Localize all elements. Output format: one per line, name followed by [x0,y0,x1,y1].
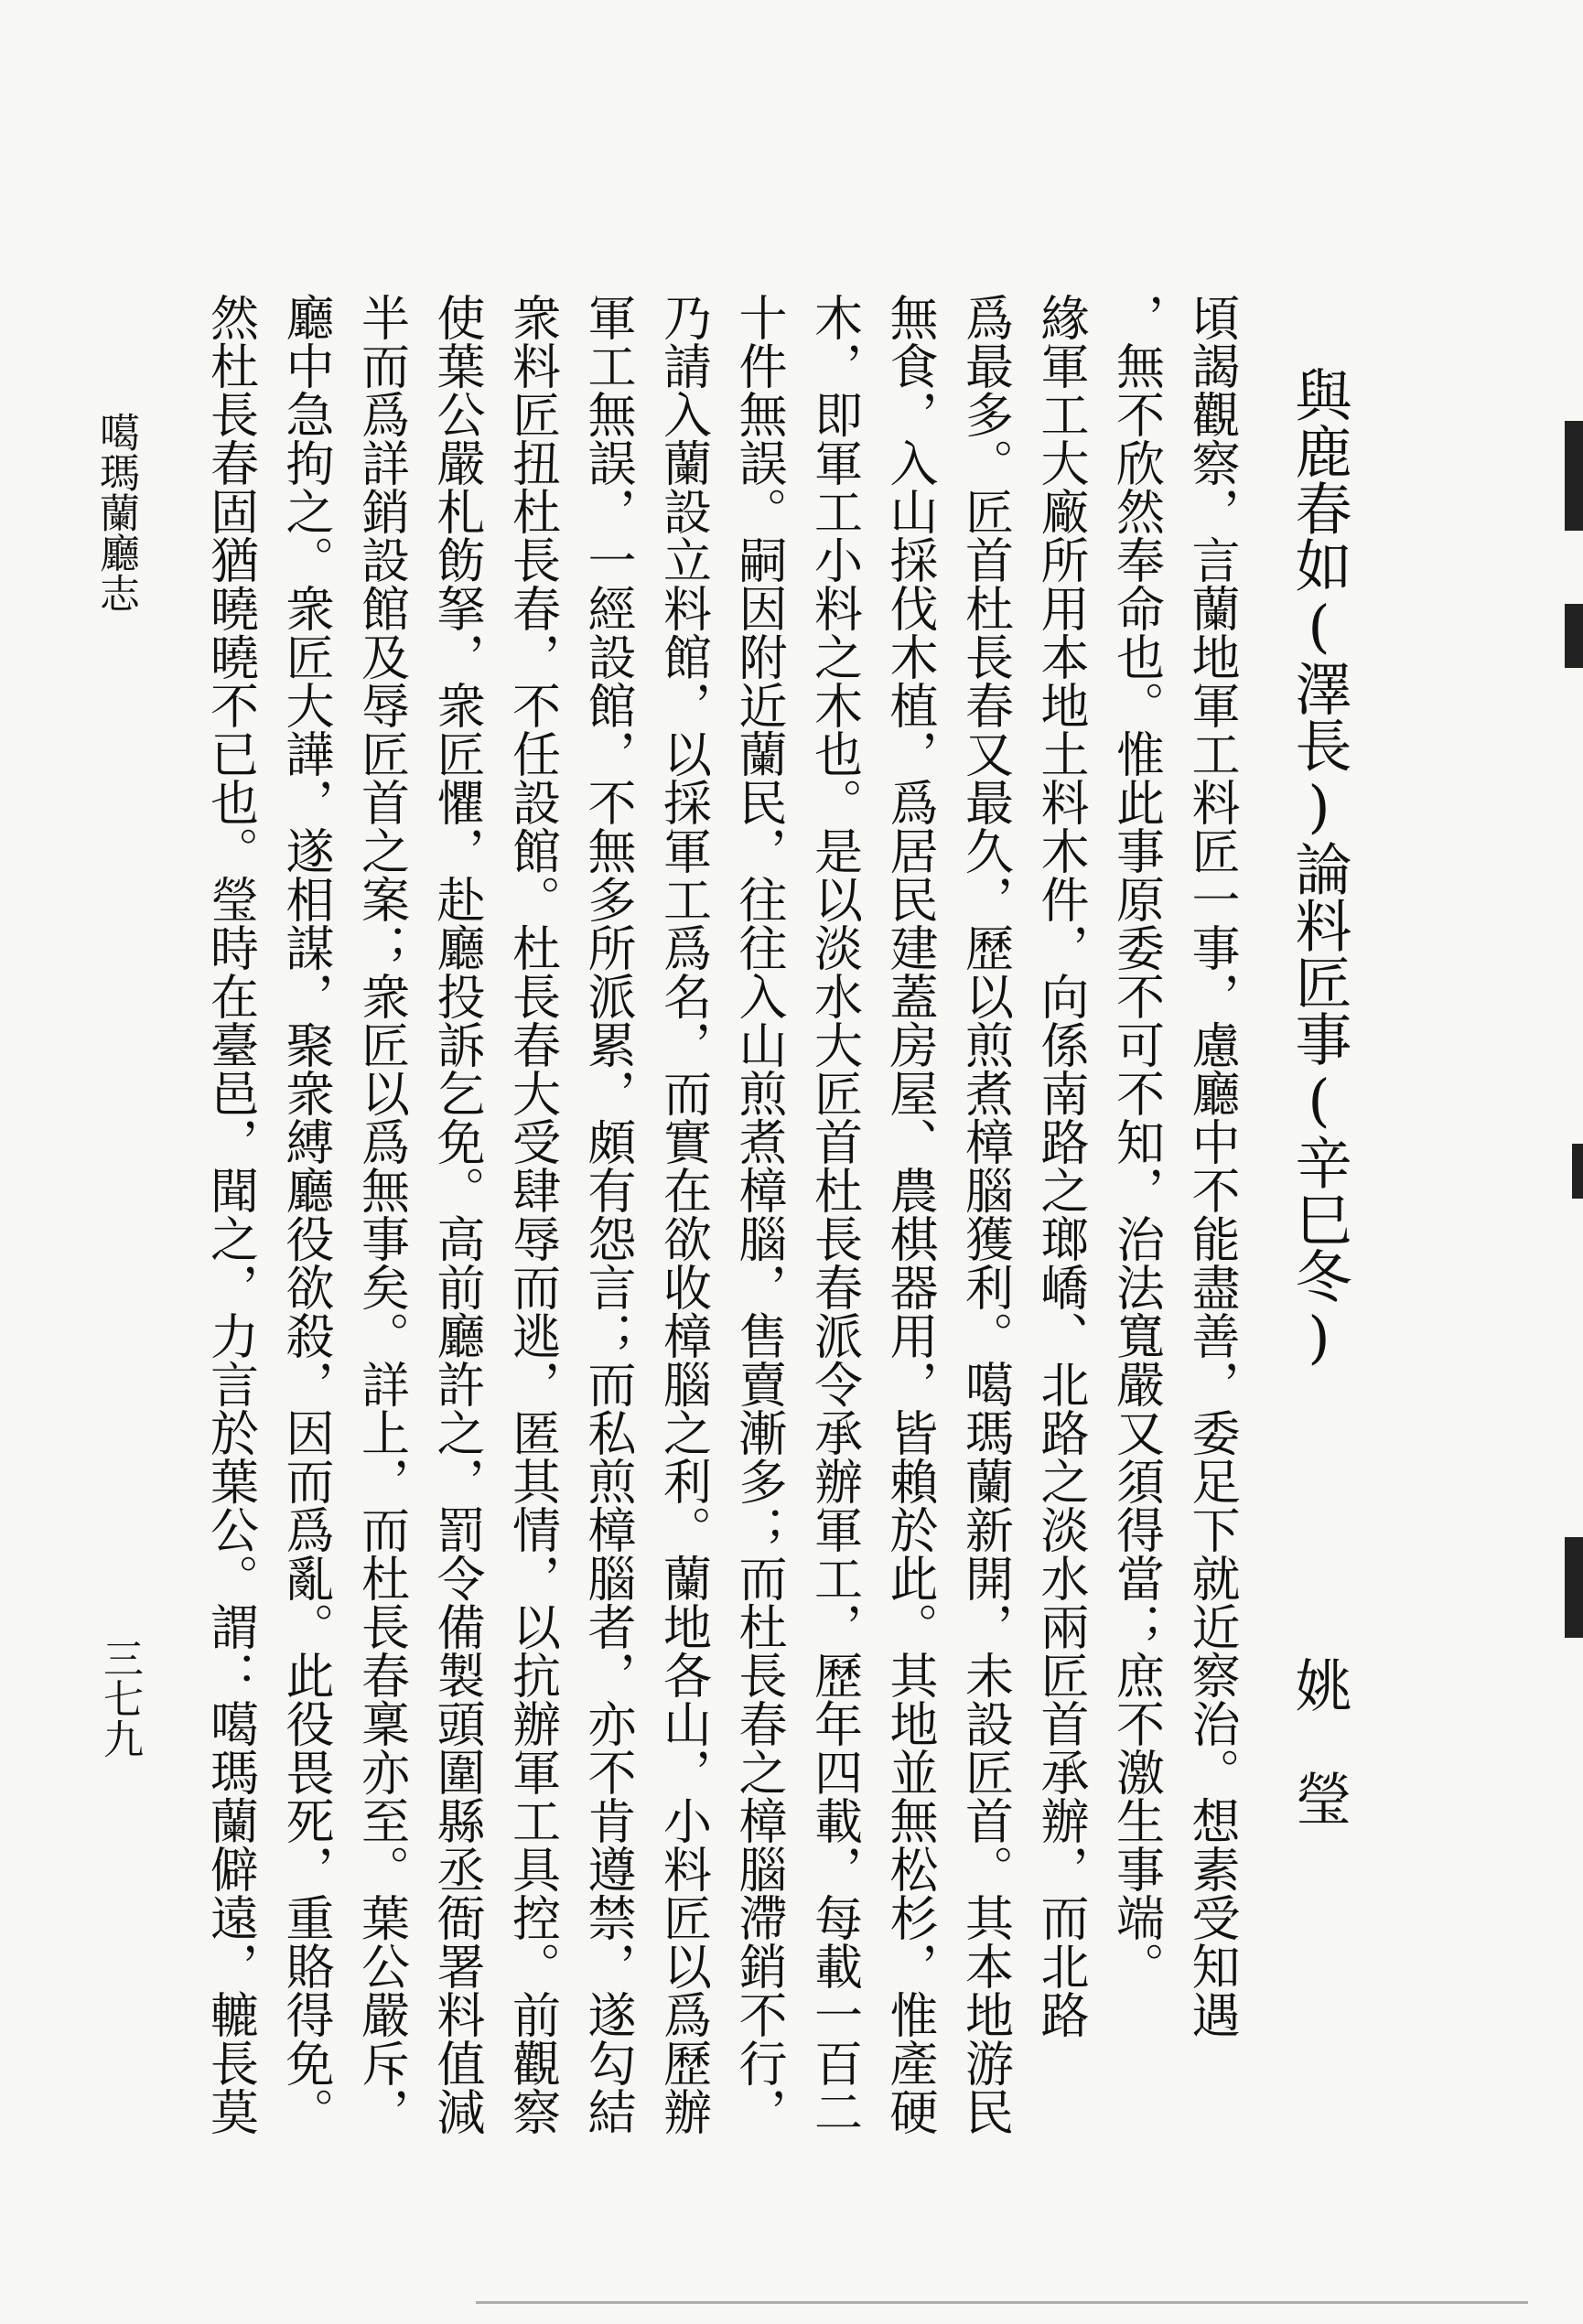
scan-edge-mark [1565,421,1583,531]
text-column: 乃請入蘭設立料館，以採軍工爲名，而實在欲收樟腦之利。蘭地各山，小料匠以爲歷辦 [655,293,712,2136]
page-number: 三七九 [96,1638,143,1759]
text-column: 爲最多。匠首杜長春又最久，歷以煎煮樟腦獲利。噶瑪蘭新開，未設匠首。其本地游民 [957,293,1014,2136]
text-column: 緣軍工大廠所用本地土料木件，向係南路之瑯嶠、北路之淡水兩匠首承辦，而北路 [1033,293,1089,2039]
text-column: 然杜長春固猶曉曉不已也。瑩時在臺邑，聞之，力言於葉公。謂：噶瑪蘭僻遠，轆長莫 [202,293,259,2136]
text-column: 軍工無誤，一經設館，不無多所派累，頗有怨言；而私煎樟腦者，亦不肯遵禁，遂勾結 [580,293,636,2136]
text-column: 頃謁觀察，言蘭地軍工料匠一事，慮廳中不能盡善，委足下就近察治。想素受知遇 [1184,293,1240,2039]
text-column: ，無不欣然奉命也。惟此事原委不可不知，治法寬嚴又須得當；庶不激生事端。 [1108,293,1165,1990]
text-column: 衆料匠扭杜長春，不任設館。杜長春大受肆辱而逃，匿其情，以抗辦軍工具控。前觀察 [504,293,561,2136]
text-column: 十件無誤。嗣因附近蘭民，往往入山煎煮樟腦，售賣漸多；而杜長春之樟腦滯銷不行， [731,293,787,2136]
text-column: 半而爲詳銷設館及辱匠首之案；衆匠以爲無事矣。詳上，而杜長春稟亦至。葉公嚴斥， [353,293,410,2136]
text-column: 廳中急拘之。衆匠大譁，遂相謀，聚衆縛廳役欲殺，因而爲亂。此役畏死，重賂得免。 [278,293,334,2136]
page-title: 與鹿春如(澤長)論料匠事(辛巳冬) [1286,366,1352,1371]
book-title-footer: 噶瑪蘭廳志 [92,412,139,613]
text-column: 無食，入山採伐木植，爲居民建蓋房屋、農棋器用，皆賴於此。其地並無松杉，惟產硬 [882,293,938,2136]
text-column: 木，即軍工小料之木也。是以淡水大匠首杜長春派令承辦軍工，歷年四載，每載一百二 [806,293,863,2136]
scan-edge-mark [1565,604,1583,668]
scan-bottom-rule [476,2301,1528,2304]
scan-edge-mark [1572,1144,1583,1199]
text-column: 使葉公嚴札飭拏，衆匠懼，赴廳投訴乞免。高前廳許之，罰令備製頭圍縣丞衙署料值減 [429,293,485,2136]
author-name: 姚 瑩 [1286,1656,1352,1826]
scan-edge-mark [1565,1537,1583,1638]
